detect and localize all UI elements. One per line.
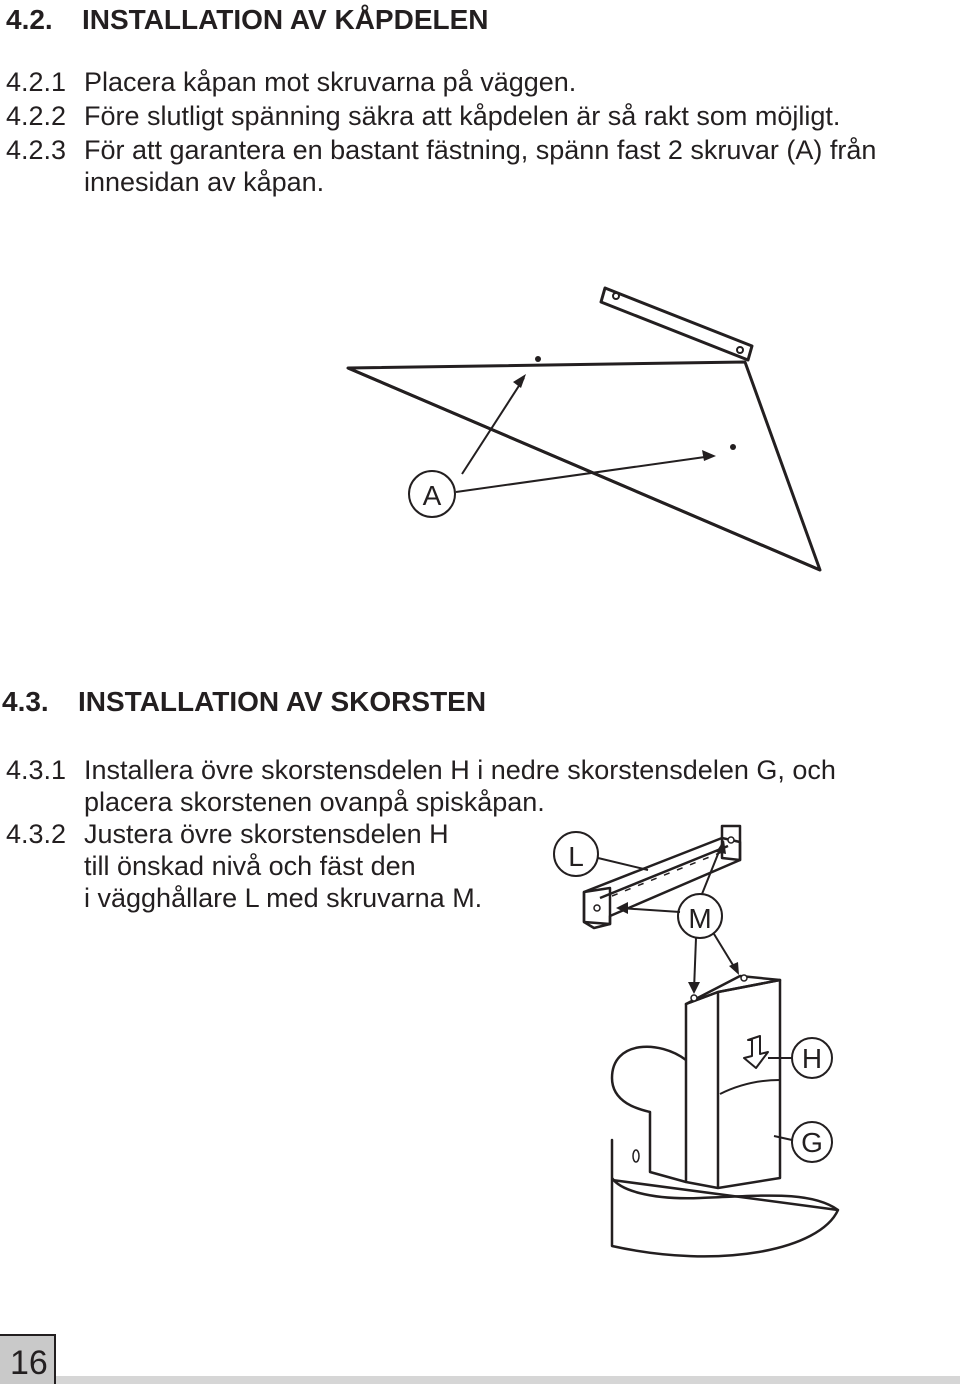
step-text: Placera kåpan mot skruvarna på väggen.	[84, 67, 577, 97]
bracket-ear-left	[584, 888, 610, 924]
down-arrow-marker	[744, 1036, 768, 1068]
hood-screw	[633, 1150, 639, 1162]
label-h: H	[801, 1043, 823, 1074]
screw-dot-2	[730, 444, 736, 450]
pointer-a-2	[456, 456, 712, 492]
step-number: 4.3.2	[6, 819, 67, 849]
bracket-hole-left	[613, 293, 619, 299]
label-l: L	[568, 841, 584, 872]
step-text: placera skorstenen ovanpå spiskåpan.	[84, 787, 545, 817]
step-text: Före slutligt spänning säkra att kåpdelen är så rakt som möjligt.	[84, 101, 841, 131]
arrowhead-m-1	[616, 902, 628, 914]
step-text: Justera övre skorstensdelen H	[84, 819, 449, 849]
bracket-hole-r	[728, 837, 734, 843]
section-heading-4-3	[2, 686, 486, 718]
exhaust-duct	[612, 1047, 686, 1182]
footer-rule	[56, 1376, 960, 1384]
step-number: 4.3.1	[6, 755, 67, 785]
pointer-m-3	[694, 938, 696, 990]
arrowhead-m-3	[688, 982, 700, 994]
figure-hood-screws	[0, 0, 960, 660]
step-text: till önskad nivå och fäst den	[84, 851, 416, 881]
bracket-dashes	[612, 852, 722, 896]
bracket-edge	[600, 846, 728, 898]
step-4-3-2	[6, 818, 449, 850]
step-4-3-2-cont2	[84, 882, 482, 914]
label-l-circle	[554, 832, 598, 876]
step-number: 4.2.2	[6, 101, 67, 131]
hood-fold-line	[348, 368, 820, 570]
section-title: INSTALLATION AV KÅPDELEN	[82, 4, 489, 35]
hood-line	[612, 1180, 838, 1210]
pointer-m-4	[714, 934, 736, 970]
pointer-m-1	[620, 908, 680, 912]
screw-dot-1	[535, 356, 541, 362]
pointer-l	[598, 858, 648, 870]
pointer-m-2	[702, 844, 722, 894]
step-text: Installera övre skorstensdelen H i nedre skorstensdelen G, och	[84, 755, 836, 785]
label-m: M	[688, 903, 712, 934]
bracket-ear-right	[722, 826, 740, 860]
arrowhead-2	[702, 450, 716, 461]
arrowhead-1	[513, 374, 526, 388]
arrowhead-m-4	[729, 962, 739, 975]
page-number: 16	[10, 1344, 48, 1382]
step-4-3-2-cont1	[84, 850, 416, 882]
label-m-circle	[678, 894, 722, 938]
bracket-hole-right	[737, 347, 743, 353]
wall-bracket	[601, 288, 752, 360]
step-4-3-1	[6, 754, 836, 786]
arrowhead-m-2	[716, 840, 726, 854]
label-a: A	[422, 480, 442, 511]
step-4-3-1-cont	[84, 786, 545, 818]
label-h-circle	[792, 1038, 832, 1078]
wall-bracket-l	[584, 838, 740, 928]
screw-m-2	[741, 975, 747, 981]
chimney-top	[686, 976, 780, 1004]
step-text: innesidan av kåpan.	[84, 167, 325, 197]
screw-m-1	[691, 995, 697, 1001]
step-number: 4.2.1	[6, 67, 67, 97]
label-g: G	[801, 1127, 823, 1158]
section-number: 4.3.	[2, 686, 49, 717]
step-text: i vägghållare L med skruvarna M.	[84, 883, 483, 913]
section-title: INSTALLATION AV SKORSTEN	[78, 686, 487, 717]
chimney-upper-h	[686, 980, 780, 1188]
label-g-circle	[792, 1122, 832, 1162]
step-number: 4.2.3	[6, 135, 67, 165]
bracket-hole-l	[594, 905, 600, 911]
hood-body	[612, 1140, 838, 1256]
duct-inner	[720, 1080, 780, 1094]
pointer-a-1	[462, 378, 524, 474]
pointer-g	[774, 1136, 792, 1140]
step-text: För att garantera en bastant fästning, spänn fast 2 skruvar (A) från	[84, 135, 877, 165]
section-number: 4.2.	[6, 4, 53, 35]
